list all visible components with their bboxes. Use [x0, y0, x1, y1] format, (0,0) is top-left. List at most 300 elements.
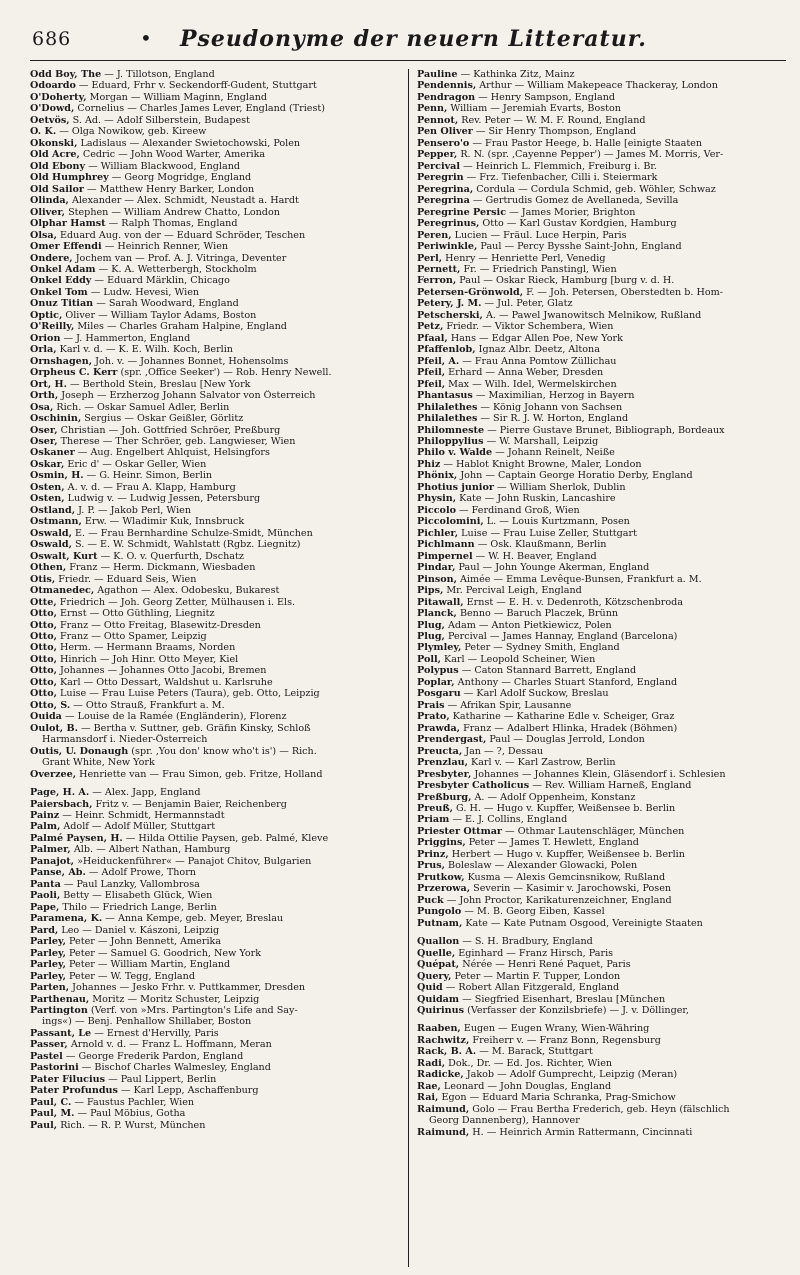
entry-real-name: Luise — Frau Luise Peters (Taura), geb. Otto, Leipzig: [56, 688, 320, 700]
index-entry: [417, 1023, 786, 1034]
entry-real-name: Rich. — R. P. Wurst, München: [57, 1119, 206, 1131]
page-title: Pseudonyme der neuern Litteratur.: [180, 26, 647, 52]
index-entry: [417, 138, 786, 149]
index-entry: [30, 1062, 400, 1073]
entry-real-name: Katharine — Katharine Edle v. Scheiger, Graz: [449, 711, 675, 723]
entry-real-name: Betty — Elisabeth Glück, Wien: [60, 890, 213, 902]
entry-pseudonym: Pfaffenlob,: [417, 344, 476, 356]
entry-pseudonym: Oulot, B.: [30, 722, 78, 734]
entry-pseudonym: Otto,: [30, 676, 57, 688]
index-entry: [30, 482, 400, 493]
index-entry: [30, 436, 400, 447]
entry-real-name: Hans — Edgar Allen Poe, New York: [447, 332, 623, 344]
entry-real-name: Golo — Frau Bertha Frederich, geb. Heyn (fälschlich: [469, 1103, 730, 1115]
entry-real-name: Peter — Martin F. Tupper, London: [451, 970, 621, 982]
entry-pseudonym: Prinz,: [417, 848, 449, 860]
index-entry: [30, 585, 400, 596]
entry-pseudonym: Panajot,: [30, 855, 75, 867]
entry-pseudonym: Philoppylius: [417, 436, 484, 447]
index-entry: [30, 757, 400, 768]
entry-real-name: Paul — Oskar Rieck, Hamburg [burg v. d. H.: [456, 275, 675, 287]
entry-real-name: — Karl Adolf Suckow, Breslau: [460, 688, 609, 700]
index-entry: [417, 1058, 786, 1069]
entry-pseudonym: Raimund,: [417, 1126, 470, 1138]
entry-pseudonym: Osten,: [30, 493, 65, 505]
entry-real-name: — Osk. Klaußmann, Berlin: [474, 539, 607, 551]
entry-pseudonym: O'Reilly,: [30, 321, 75, 333]
entry-real-name: Otto — Karl Gustav Kordgien, Hamburg: [479, 218, 677, 230]
entry-real-name: — Pierre Gustave Brunet, Bibliograph, Bordeaux: [484, 424, 725, 436]
entry-real-name: — W. Marshall, Leipzig: [483, 436, 599, 447]
entry-pseudonym: Przerowa,: [417, 883, 471, 895]
entry-pseudonym: Olinda,: [30, 195, 69, 207]
entry-pseudonym: Peregrina: [417, 195, 470, 207]
entry-pseudonym: Paul, C.: [30, 1096, 72, 1108]
entry-pseudonym: Ort, H.: [30, 378, 67, 390]
entry-pseudonym: Otto,: [30, 665, 57, 677]
entry-real-name: — John Proctor, Karikaturenzeichner, England: [443, 894, 672, 906]
entry-pseudonym: Plug,: [417, 630, 445, 642]
entry-pseudonym: Passant, Le: [30, 1027, 92, 1039]
entry-real-name: — J. Tillotson, England: [101, 69, 215, 80]
index-entry: [30, 207, 400, 218]
index-entry: [417, 493, 786, 504]
entry-pseudonym: Optic,: [30, 309, 63, 321]
index-entry: [30, 856, 400, 867]
index-entry: [30, 1051, 400, 1062]
index-entry: [417, 700, 786, 711]
entry-real-name: — Othmar Lautenschläger, München: [502, 825, 685, 837]
entry-pseudonym: Pastel: [30, 1050, 63, 1062]
index-entry: [30, 390, 400, 401]
entry-real-name: Sergius — Oskar Geißler, Görlitz: [81, 413, 244, 425]
entry-pseudonym: Peregrin: [417, 172, 464, 184]
index-entry: [30, 734, 400, 745]
entry-pseudonym: Pendennis,: [417, 80, 477, 92]
entry-pseudonym: Radicke,: [417, 1069, 464, 1081]
entry-real-name: — Ferdinand Groß, Wien: [455, 504, 580, 516]
entry-real-name: A. v. d. — Frau A. Klapp, Hamburg: [64, 481, 236, 493]
index-entry: [417, 287, 786, 298]
entry-real-name: G. H. — Hugo v. Kupffer, Weißensee b. Berlin: [452, 803, 676, 814]
index-entry: [417, 321, 786, 332]
index-columns: [30, 69, 786, 1267]
index-entry: [417, 757, 786, 768]
index-entry: [417, 1092, 786, 1103]
index-entry: [417, 1104, 786, 1115]
entry-pseudonym: Prato,: [417, 711, 450, 723]
index-entry: [417, 837, 786, 848]
index-entry: [30, 253, 400, 264]
index-entry: [30, 1108, 400, 1119]
entry-real-name: F. — Joh. Petersen, Oberstedten b. Hom-: [523, 286, 723, 298]
entry-real-name: Eric d' — Oskar Geller, Wien: [64, 458, 207, 470]
entry-pseudonym: Penn,: [417, 103, 448, 115]
index-entry: [30, 1039, 400, 1050]
index-entry: [417, 906, 786, 917]
entry-real-name: Lucien — Fräul. Luce Herpin, Paris: [451, 229, 627, 241]
index-entry: [30, 321, 400, 332]
entry-real-name: (Verfasser der Konzilsbriefe) — J. v. Döllinger,: [464, 1004, 689, 1016]
index-entry: [417, 849, 786, 860]
entry-pseudonym: Petz,: [417, 321, 444, 333]
entry-pseudonym: Otto,: [30, 688, 57, 700]
entry-real-name: — M. Barack, Stuttgart: [476, 1046, 593, 1058]
entry-pseudonym: Panse, Ab.: [30, 867, 86, 879]
index-entry: [417, 161, 786, 172]
entry-pseudonym: Philomneste: [417, 424, 485, 436]
index-entry: [417, 230, 786, 241]
entry-real-name: Kusma — Alexis Gemcinsnikow, Rußland: [464, 871, 666, 883]
entry-real-name: — Anna Kempe, geb. Meyer, Breslau: [102, 913, 284, 925]
index-entry: [30, 925, 400, 936]
index-entry: [30, 447, 400, 458]
entry-real-name: Grant White, New York: [42, 757, 155, 769]
index-entry: [30, 608, 400, 619]
index-entry: [417, 528, 786, 539]
entry-pseudonym: Putnam,: [417, 917, 463, 929]
index-entry: [417, 551, 786, 562]
index-entry: [30, 994, 400, 1005]
entry-real-name: (spr. ‚Office Seeker') — Rob. Henry Newell.: [117, 367, 332, 379]
entry-real-name: (spr. ‚You don' know who't is') — Rich.: [128, 745, 317, 757]
entry-real-name: Miles — Charles Graham Halpine, England: [74, 321, 287, 333]
entry-pseudonym: Physin,: [417, 493, 457, 505]
index-entry: [417, 195, 786, 206]
entry-pseudonym: Pfeil,: [417, 378, 446, 390]
index-entry: [417, 608, 786, 619]
entry-real-name: Alb. — Albert Nathan, Hamburg: [70, 844, 231, 856]
entry-pseudonym: Parley,: [30, 936, 66, 948]
entry-real-name: — Karl Lepp, Aschaffenburg: [117, 1085, 259, 1097]
entry-pseudonym: Phiz: [417, 458, 441, 470]
entry-real-name: Thilo — Friedrich Lange, Berlin: [59, 901, 217, 913]
right-column: [408, 69, 786, 1267]
entry-real-name: — Frau Anna Pomtow Züllichau: [459, 355, 617, 367]
index-entry: [30, 333, 400, 344]
entry-real-name: Severin — Kasimir v. Jarochowski, Posen: [470, 883, 672, 895]
entry-real-name: Henriette van — Frau Simon, geb. Fritze, Holland: [76, 768, 323, 780]
entry-real-name: Boleslaw — Alexander Glowacki, Polen: [445, 860, 638, 872]
entry-real-name: Cedric — John Wood Warter, Amerika: [79, 149, 266, 161]
index-entry: [30, 505, 400, 516]
entry-pseudonym: Quépat,: [417, 959, 460, 971]
entry-pseudonym: Orla,: [30, 344, 57, 356]
entry-real-name: Arthur — William Makepeace Thackeray, London: [476, 80, 718, 92]
index-entry: [30, 867, 400, 878]
entry-real-name: Max — Wilh. Idel, Wermelskirchen: [445, 378, 617, 390]
entry-pseudonym: Ouida: [30, 711, 62, 723]
entry-real-name: Christian — Joh. Gottfried Schröer, Preßburg: [57, 424, 281, 436]
entry-pseudonym: Pepper,: [417, 149, 458, 161]
index-entry: [417, 883, 786, 894]
index-entry: [417, 218, 786, 229]
entry-pseudonym: Panta: [30, 878, 61, 890]
entry-pseudonym: O'Dowd,: [30, 103, 75, 115]
entry-real-name: Freiherr v. — Franz Bonn, Regensburg: [469, 1034, 661, 1046]
entry-real-name: — Eduard Märklin, Chicago: [91, 275, 230, 287]
entry-real-name: J. P. — Jakob Perl, Wien: [75, 504, 191, 516]
entry-real-name: Stephen — William Andrew Chatto, London: [65, 206, 280, 218]
entry-pseudonym: Pendragon: [417, 91, 476, 103]
page-header: [30, 14, 786, 61]
entry-pseudonym: Rae,: [417, 1080, 441, 1092]
entry-real-name: — Aug. Engelbert Ahlquist, Helsingfors: [74, 447, 270, 459]
entry-real-name: — W. H. Beaver, England: [472, 550, 597, 562]
index-entry: [417, 103, 786, 114]
entry-pseudonym: Pitawall,: [417, 596, 464, 608]
entry-pseudonym: Pips,: [417, 585, 444, 597]
entry-pseudonym: Petery, J. M.: [417, 298, 482, 310]
entry-real-name: — Rev. William Harneß, England: [529, 780, 692, 792]
entry-pseudonym: Pinson,: [417, 573, 457, 585]
index-entry: [30, 746, 400, 757]
entry-pseudonym: Outis, U. Donaugh: [30, 745, 129, 757]
entry-real-name: Nérée — Henri René Paquet, Paris: [459, 959, 631, 971]
entry-real-name: Paul — Percy Bysshe Saint-John, England: [477, 241, 682, 253]
index-entry: [30, 562, 400, 573]
index-entry: [30, 677, 400, 688]
entry-real-name: Leonard — John Douglas, England: [440, 1080, 612, 1092]
index-entry: [30, 218, 400, 229]
entry-pseudonym: Rachwitz,: [417, 1034, 470, 1046]
entry-pseudonym: Pastorini: [30, 1062, 79, 1074]
index-entry: [30, 723, 400, 734]
entry-pseudonym: Paul,: [30, 1119, 58, 1131]
entry-real-name: Erhard — Anna Weber, Dresden: [445, 367, 604, 379]
entry-real-name: — Sir R. J. W. Horton, England: [477, 413, 629, 425]
entry-pseudonym: Oser,: [30, 424, 58, 436]
entry-pseudonym: Periwinkle,: [417, 241, 478, 253]
entry-real-name: — William Sherlok, Dublin: [493, 481, 626, 493]
index-entry: [417, 459, 786, 470]
index-entry: [417, 149, 786, 160]
index-entry: [417, 746, 786, 757]
index-entry: [417, 654, 786, 665]
entry-pseudonym: Quelle,: [417, 947, 456, 959]
index-entry: [30, 1120, 400, 1131]
entry-pseudonym: Pard,: [30, 924, 59, 936]
index-entry: [417, 344, 786, 355]
entry-pseudonym: Preucta,: [417, 745, 463, 757]
entry-pseudonym: Ornshagen,: [30, 355, 93, 367]
entry-real-name: Dok., Dr. — Ed. Jos. Richter, Wien: [445, 1057, 613, 1069]
index-entry: [417, 115, 786, 126]
entry-pseudonym: Preuß,: [417, 803, 453, 814]
entry-real-name: — Maximilian, Herzog in Bayern: [472, 390, 635, 402]
entry-real-name: — Alex. Japp, England: [89, 787, 201, 799]
index-entry: [30, 356, 400, 367]
index-entry: [417, 792, 786, 803]
index-entry: [417, 872, 786, 883]
index-entry: [417, 402, 786, 413]
entry-real-name: Joh. v. — Johannes Bonnet, Hohensolms: [92, 355, 289, 367]
entry-real-name: Alexander — Alex. Schmidt, Neustadt a. Hardt: [68, 195, 299, 207]
entry-real-name: Egon — Eduard Maria Schranka, Prag-Smichow: [438, 1092, 676, 1104]
entry-real-name: — Faustus Pachler, Wien: [71, 1096, 195, 1108]
index-entry: [30, 711, 400, 722]
index-entry: [417, 447, 786, 458]
entry-real-name: Peter — William Martin, England: [65, 959, 231, 971]
entry-real-name: — Georg Mogridge, England: [108, 172, 252, 184]
entry-pseudonym: Pater Profundus: [30, 1085, 118, 1097]
entry-pseudonym: Pen Oliver: [417, 126, 473, 138]
entry-pseudonym: Otto,: [30, 619, 57, 631]
entry-real-name: Peter — W. Tegg, England: [65, 970, 195, 982]
index-entry: [30, 379, 400, 390]
entry-pseudonym: Perl,: [417, 252, 443, 264]
index-entry: [417, 80, 786, 91]
entry-pseudonym: Otis,: [30, 573, 56, 585]
entry-real-name: — Sarah Woodward, England: [93, 298, 239, 310]
entry-real-name: Friedr. — Viktor Schembera, Wien: [443, 321, 614, 333]
index-entry: [30, 69, 400, 80]
entry-real-name: (Verf. von »Mrs. Partington's Life and Say-: [87, 1004, 298, 1016]
entry-pseudonym: Prais: [417, 699, 445, 711]
index-entry: [30, 264, 400, 275]
index-entry: [417, 780, 786, 791]
entry-pseudonym: Peregrine Persic: [417, 206, 507, 218]
index-entry: [30, 936, 400, 947]
index-entry: [30, 948, 400, 959]
entry-real-name: — Ludw. Hevesi, Wien: [87, 286, 200, 298]
entry-pseudonym: Othen,: [30, 562, 67, 574]
entry-real-name: Hinrich — Joh Hinr. Otto Meyer, Kiel: [56, 653, 239, 665]
entry-real-name: Morgan — William Maginn, England: [86, 91, 268, 103]
entry-real-name: John — Captain George Horatio Derby, England: [457, 470, 693, 482]
index-entry: [30, 115, 400, 126]
entry-real-name: A. — Pawel Jwanowitsch Melnikow, Rußland: [482, 309, 702, 321]
entry-real-name: Herm. — Hermann Braams, Norden: [56, 642, 236, 654]
index-entry: [30, 539, 400, 550]
index-entry: [417, 936, 786, 947]
entry-real-name: Johannes — Johannes Otto Jacobi, Bremen: [56, 665, 267, 677]
entry-real-name: — George Frederik Pardon, England: [62, 1050, 244, 1062]
index-entry: [417, 642, 786, 653]
entry-real-name: Karl v. — Karl Zastrow, Berlin: [467, 757, 616, 769]
entry-pseudonym: Query,: [417, 970, 452, 982]
index-entry: [417, 982, 786, 993]
entry-real-name: E. — Frau Bernhardine Schulze-Smidt, München: [71, 527, 313, 539]
entry-real-name: Karl — Otto Dessart, Waldshut u. Karlsruhe: [56, 676, 273, 688]
entry-pseudonym: Oetvös,: [30, 114, 70, 126]
index-entry: [30, 367, 400, 378]
entry-real-name: Anthony — Charles Stuart Stanford, England: [454, 676, 678, 688]
entry-pseudonym: Poplar,: [417, 676, 455, 688]
index-entry: [417, 436, 786, 447]
entry-real-name: Agathon — Alex. Odobesku, Bukarest: [94, 585, 280, 597]
entry-real-name: Herbert — Hugo v. Kupffer, Weißensee b. Berlin: [448, 848, 685, 860]
entry-real-name: — James Morier, Brighton: [506, 206, 636, 218]
entry-pseudonym: Olsa,: [30, 229, 57, 241]
index-entry: [30, 787, 400, 798]
entry-pseudonym: Palmé Paysen, H.: [30, 832, 123, 844]
entry-pseudonym: Onkel Tom: [30, 286, 88, 298]
index-entry: [30, 1005, 400, 1016]
index-entry: [417, 390, 786, 401]
entry-real-name: — Robert Allan Fitzgerald, England: [442, 982, 620, 994]
entry-real-name: Jakob — Adolf Gumprecht, Leipzig (Meran): [463, 1069, 678, 1081]
entry-pseudonym: Old Sailor: [30, 183, 84, 195]
entry-real-name: — Siegfried Eisenhart, Breslau [München: [459, 993, 666, 1005]
entry-real-name: Fritz v. — Benjamin Baier, Reichenberg: [92, 798, 287, 810]
entry-pseudonym: Otto,: [30, 630, 57, 642]
index-entry: [30, 92, 400, 103]
entry-real-name: Eugen — Eugen Wrany, Wien-Währing: [460, 1023, 650, 1035]
entry-real-name: Cornelius — Charles James Lever, England (Triest): [74, 103, 325, 115]
entry-pseudonym: Old Ebony: [30, 160, 86, 172]
index-entry: [30, 493, 400, 504]
index-entry: [30, 149, 400, 160]
entry-real-name: — Hablot Knight Browne, Maler, London: [440, 458, 642, 470]
entry-pseudonym: Plug,: [417, 619, 445, 631]
entry-real-name: — Heinrich L. Flemmich, Freiburg i. Br.: [460, 160, 657, 172]
index-entry: [30, 287, 400, 298]
index-entry: [417, 860, 786, 871]
entry-pseudonym: Oser,: [30, 436, 58, 447]
entry-real-name: — K. A. Wetterbergh, Stockholm: [95, 263, 257, 275]
entry-real-name: Mr. Percival Leigh, England: [443, 585, 582, 597]
index-entry: [417, 356, 786, 367]
entry-real-name: — G. Heinr. Simon, Berlin: [83, 470, 213, 482]
entry-pseudonym: Peregrinus,: [417, 218, 480, 230]
index-entry: [30, 310, 400, 321]
index-entry: [30, 161, 400, 172]
index-entry: [417, 665, 786, 676]
entry-pseudonym: Partington: [30, 1004, 88, 1016]
index-entry: [417, 814, 786, 825]
entry-real-name: — Johann Reinelt, Neiße: [492, 447, 615, 459]
entry-real-name: Adolf — Adolf Müller, Stuttgart: [60, 821, 216, 833]
entry-pseudonym: Onuz Titian: [30, 298, 94, 310]
entry-real-name: — Gertrudis Gomez de Avellaneda, Sevilla: [469, 195, 679, 207]
entry-pseudonym: Planck,: [417, 608, 457, 620]
index-entry: [30, 241, 400, 252]
entry-pseudonym: Piccolomini,: [417, 516, 484, 528]
index-entry: [30, 959, 400, 970]
entry-real-name: Paul — Douglas Jerrold, London: [486, 734, 645, 746]
entry-real-name: Eduard Aug. von der — Eduard Schröder, Teschen: [56, 229, 306, 241]
entry-real-name: Jan — ?, Dessau: [462, 745, 544, 757]
entry-pseudonym: Palm,: [30, 821, 61, 833]
index-entry: [30, 688, 400, 699]
index-entry: [417, 275, 786, 286]
index-entry: [417, 1005, 786, 1016]
entry-pseudonym: Okonski,: [30, 137, 78, 149]
entry-real-name: Joseph — Erzherzog Johann Salvator von Österreich: [58, 390, 316, 402]
entry-real-name: Georg Dannenberg), Hannover: [429, 1115, 580, 1127]
index-entry: [417, 172, 786, 183]
index-entry: [30, 172, 400, 183]
entry-pseudonym: Prawda,: [417, 722, 461, 734]
entry-pseudonym: Pichler,: [417, 527, 459, 539]
entry-pseudonym: O. K.: [30, 126, 57, 138]
entry-real-name: — Bertha v. Suttner, geb. Gräfin Kinsky, Schloß: [77, 722, 311, 734]
index-entry: [30, 528, 400, 539]
index-entry: [417, 333, 786, 344]
entry-pseudonym: Old Humphrey: [30, 172, 109, 184]
entry-real-name: — Heinr. Schmidt, Hermannstadt: [59, 810, 225, 821]
index-entry: [30, 230, 400, 241]
entry-pseudonym: Quidam: [417, 993, 460, 1005]
entry-real-name: — E. J. Collins, England: [449, 814, 568, 826]
entry-pseudonym: Philalethes: [417, 401, 478, 413]
entry-real-name: Karl — Leopold Scheiner, Wien: [440, 653, 596, 665]
entry-pseudonym: Otte,: [30, 596, 57, 608]
entry-real-name: S. Ad. — Adolf Silberstein, Budapest: [69, 114, 250, 126]
index-entry: [30, 470, 400, 481]
left-column: [30, 69, 408, 1267]
